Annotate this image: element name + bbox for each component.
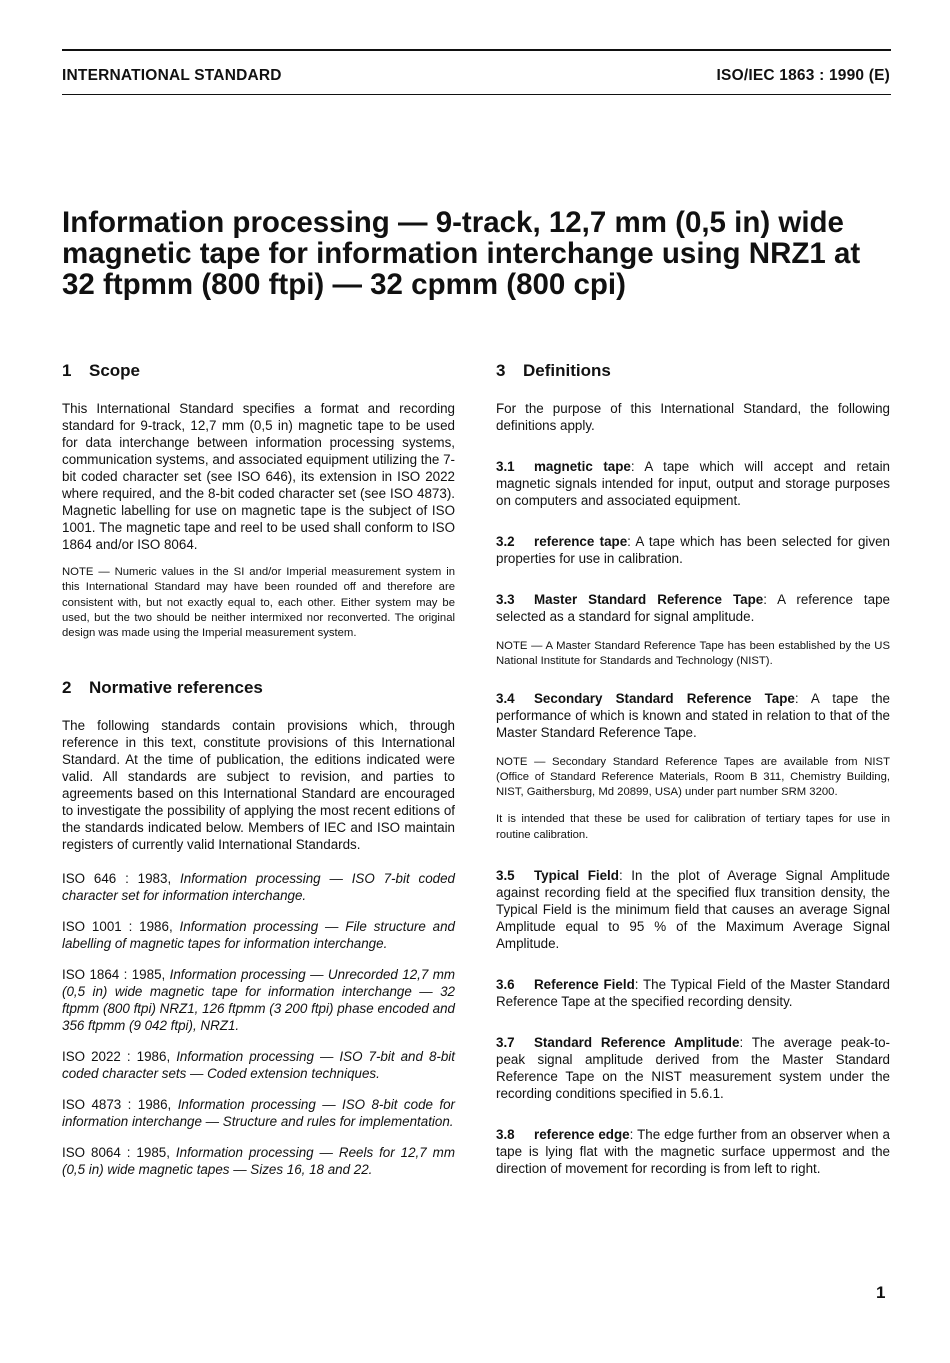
reference-item: ISO 4873 : 1986, Information processing — ISO 8-bit code for information interchange — Structure and rules for implementation.: [62, 1097, 455, 1130]
section-normative-references: [62, 677, 455, 1178]
section-scope: [62, 360, 455, 641]
header-bottom-rule: [62, 94, 891, 95]
section-definitions: [496, 360, 890, 1177]
section-heading: 1 Scope: [62, 361, 141, 380]
definition-item: 3.8 reference edge: The edge further from an observer when a tape is lying flat with the magnetic surface uppermost and the direction of movement for recording is from left to right.: [496, 1127, 890, 1177]
definition-item: 3.5 Typical Field: In the plot of Average Signal Amplitude against recording field at the specified flux transition density, the Typical Field is the minimum field that causes an average Signal Amplitude equal to 95 % of the Maximum Average Signal Amplitude.: [496, 868, 890, 952]
definition-note: NOTE — A Master Standard Reference Tape has been established by the US National Institute for Standards and Technology (NIST).: [496, 640, 890, 668]
normative-paragraph: The following standards contain provisions which, through reference in this text, constitute provisions of this International Standard. At the time of publication, the editions indicated were valid. All standards are subject to revision, and parties to agreements based on this International Standard are encouraged to investigate the possibility of applying the most recent editions of the standards indicated below. Members of IEC and ISO maintain registers of currently valid International Standards.: [62, 718, 455, 853]
scope-paragraph: This International Standard specifies a format and recording standard for 9-track, 12,7 mm (0,5 in) magnetic tape to be used for data interchange between information processing systems, communication systems, and associated equipment utilizing the 7-bit coded character set (see ISO 646), its extension in ISO 2022 where required, and the 8-bit coded character set (see ISO 4873). Magnetic labelling for use on magnetic tape is the subject of ISO 1001. The magnetic tape and reel to be used shall conform to ISO 1864 and/or ISO 8064.: [62, 401, 455, 552]
section-heading: 3 Definitions: [496, 361, 611, 380]
document-title: Information processing — 9-track, 12,7 mm (0,5 in) wide magnetic tape for information interchange using NRZ1 at 32 ftpmm (800 ftpi) — 32 cpmm (800 cpi): [62, 206, 861, 301]
header-top-rule: [62, 49, 891, 51]
definition-item: 3.1 magnetic tape: A tape which will accept and retain magnetic signals intended for input, output and storage purposes on computers and associated equipment.: [496, 459, 890, 508]
definitions-intro: For the purpose of this International Standard, the following definitions apply.: [496, 401, 890, 433]
left-column: [62, 360, 455, 1178]
reference-item: ISO 2022 : 1986, Information processing — ISO 7-bit and 8-bit coded character sets — Coded extension techniques.: [62, 1049, 456, 1082]
section-heading: 2 Normative references: [62, 678, 263, 698]
right-column: [496, 360, 890, 1177]
definition-item: 3.6 Reference Field: The Typical Field of the Master Standard Reference Tape at the specified recording density.: [496, 977, 890, 1010]
reference-item: ISO 1001 : 1986, Information processing — File structure and labelling of magnetic tapes for information interchange.: [62, 919, 456, 952]
header-document-code: ISO/IEC 1863 : 1990 (E): [716, 67, 890, 84]
reference-item: ISO 646 : 1983, Information processing — ISO 7-bit coded character set for information interchange.: [62, 871, 455, 904]
definition-item: 3.2 reference tape: A tape which has been selected for given properties for use in calibration.: [496, 534, 890, 566]
definition-item: 3.4 Secondary Standard Reference Tape: A tape the performance of which is known and stated in relation to that of the Master Standard Reference Tape.: [496, 690, 891, 740]
definition-item: 3.7 Standard Reference Amplitude: The average peak-to-peak signal amplitude derived from the Master Standard Reference Tape on the NIST measurement system under the recording conditions specified in 5.6.1.: [496, 1035, 891, 1102]
reference-item: ISO 1864 : 1985, Information processing — Unrecorded 12,7 mm (0,5 in) wide magnetic tape for information interchange — 32 ftpmm (800 ftpi) NRZ1, 126 ftpmm (3 200 ftpi) phase encoded and 356 ftpmm (9 042 ftpi), NRZ1.: [62, 967, 456, 1034]
reference-item: ISO 8064 : 1985, Information processing — Reels for 12,7 mm (0,5 in) wide magnetic tapes — Sizes 16, 18 and 22.: [62, 1145, 455, 1178]
definition-item: 3.3 Master Standard Reference Tape: A reference tape selected as a standard for signal amplitude.: [496, 592, 890, 624]
scope-note: NOTE — Numeric values in the SI and/or Imperial measurement system in this International Standard may have been rounded off and therefore are consistent with, but not exactly equal to, each other. Either system may be used, but the two should be neither intermixed nor reconverted. The original design was made using the Imperial measurement system.: [62, 566, 455, 640]
definition-note: NOTE — Secondary Standard Reference Tapes are available from NIST (Office of Standard Reference Materials, Room B 311, Chemistry Building, NIST, Gaithersburg, Md 20899, USA) under part number SRM 3200.: [496, 755, 890, 799]
definition-note-continued: It is intended that these be used for calibration of tertiary tapes for use in routine calibration.: [496, 813, 890, 841]
header-document-type: INTERNATIONAL STANDARD: [62, 67, 282, 84]
page-number: 1: [876, 1283, 886, 1302]
